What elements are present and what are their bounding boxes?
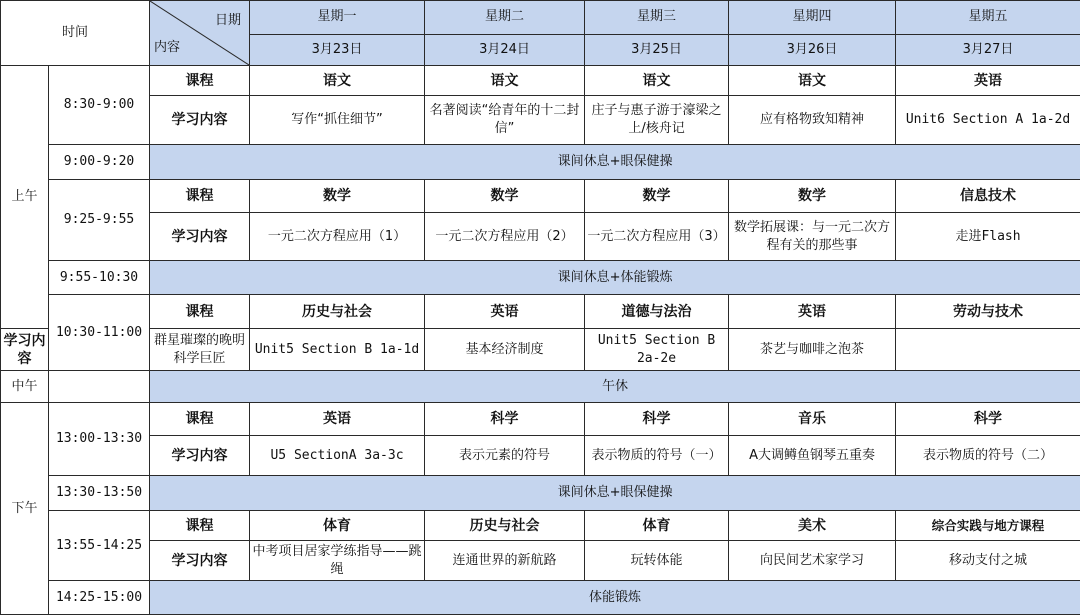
content-cell: 茶艺与咖啡之泡茶 <box>729 329 896 371</box>
diagonal-header-cell <box>150 1 250 66</box>
content-cell: A大调鳟鱼钢琴五重奏 <box>729 436 896 476</box>
course-row-label: 课程 <box>150 180 250 213</box>
content-row-label: 学习内容 <box>150 541 250 581</box>
course-cell: 语文 <box>585 66 729 96</box>
content-cell: 数学拓展课：与一元二次方程有关的那些事 <box>729 213 896 261</box>
course-cell: 数学 <box>729 180 896 213</box>
course-cell: 英语 <box>250 403 425 436</box>
content-cell: 走进Flash <box>896 213 1080 261</box>
course-row-label: 课程 <box>150 66 250 96</box>
content-cell: 向民间艺术家学习 <box>729 541 896 581</box>
course-cell: 英语 <box>896 66 1080 96</box>
course-cell: 数学 <box>250 180 425 213</box>
course-row-label: 课程 <box>150 511 250 541</box>
time-slot: 8:30-9:00 <box>49 66 150 145</box>
break-row: 体能锻炼 <box>150 581 1080 615</box>
content-cell: 中考项目居家学练指导——跳绳 <box>250 541 425 581</box>
time-slot: 13:30-13:50 <box>49 476 150 511</box>
date-label: 日期 <box>215 13 242 28</box>
content-cell: 连通世界的新航路 <box>425 541 585 581</box>
date-header: 3月26日 <box>729 34 896 65</box>
content-cell: Unit5 Section B 1a-1d <box>250 329 425 371</box>
date-header: 3月23日 <box>250 34 425 65</box>
course-cell: 语文 <box>250 66 425 96</box>
date-header: 3月25日 <box>585 34 729 65</box>
course-cell: 数学 <box>425 180 585 213</box>
content-cell: 表示物质的符号（二） <box>896 436 1080 476</box>
course-cell: 英语 <box>425 295 585 329</box>
course-cell: 道德与法治 <box>585 295 729 329</box>
course-cell: 科学 <box>896 403 1080 436</box>
content-row-label: 学习内容 <box>1 329 49 371</box>
content-cell: 庄子与惠子游于濠梁之上/核舟记 <box>585 96 729 145</box>
content-cell: Unit5 Section B 2a-2e <box>585 329 729 371</box>
time-slot: 10:30-11:00 <box>49 295 150 371</box>
course-cell: 音乐 <box>729 403 896 436</box>
course-row-label: 课程 <box>150 295 250 329</box>
content-row-label: 学习内容 <box>150 96 250 145</box>
course-cell: 语文 <box>729 66 896 96</box>
content-cell: 基本经济制度 <box>425 329 585 371</box>
content-cell: 移动支付之城 <box>896 541 1080 581</box>
course-cell: 数学 <box>585 180 729 213</box>
content-cell: 一元二次方程应用（3） <box>585 213 729 261</box>
time-slot: 13:00-13:30 <box>49 403 150 476</box>
weekday-header: 星期五 <box>896 1 1080 35</box>
course-cell: 历史与社会 <box>250 295 425 329</box>
course-row-label: 课程 <box>150 403 250 436</box>
weekday-header: 星期四 <box>729 1 896 35</box>
course-cell: 体育 <box>585 511 729 541</box>
content-cell: 一元二次方程应用（1） <box>250 213 425 261</box>
course-cell: 综合实践与地方课程 <box>896 511 1080 541</box>
time-slot: 9:00-9:20 <box>49 145 150 180</box>
content-cell: 玩转体能 <box>585 541 729 581</box>
break-row: 课间休息+眼保健操 <box>150 145 1080 180</box>
period-afternoon: 下午 <box>1 403 49 615</box>
course-cell: 劳动与技术 <box>896 295 1080 329</box>
content-cell: 群星璀璨的晚明科学巨匠 <box>150 329 250 371</box>
content-cell: 写作“抓住细节” <box>250 96 425 145</box>
content-cell: 名著阅读“给青年的十二封信” <box>425 96 585 145</box>
date-header: 3月24日 <box>425 34 585 65</box>
course-cell: 历史与社会 <box>425 511 585 541</box>
content-cell: 表示元素的符号 <box>425 436 585 476</box>
date-header: 3月27日 <box>896 34 1080 65</box>
weekday-header: 星期三 <box>585 1 729 35</box>
content-cell: 应有格物致知精神 <box>729 96 896 145</box>
content-cell: U5 SectionA 3a-3c <box>250 436 425 476</box>
break-row: 午休 <box>150 371 1080 403</box>
period-morning: 上午 <box>1 66 49 329</box>
period-noon: 中午 <box>1 371 49 403</box>
time-slot: 14:25-15:00 <box>49 581 150 615</box>
time-slot: 9:25-9:55 <box>49 180 150 261</box>
time-slot: 13:55-14:25 <box>49 511 150 581</box>
content-label: 内容 <box>154 40 181 55</box>
content-cell: 表示物质的符号（一） <box>585 436 729 476</box>
course-cell: 科学 <box>425 403 585 436</box>
content-row-label: 学习内容 <box>150 436 250 476</box>
time-slot: 9:55-10:30 <box>49 261 150 295</box>
course-cell: 体育 <box>250 511 425 541</box>
course-cell: 信息技术 <box>896 180 1080 213</box>
course-cell: 英语 <box>729 295 896 329</box>
weekday-header: 星期二 <box>425 1 585 35</box>
content-cell: 一元二次方程应用（2） <box>425 213 585 261</box>
weekday-header: 星期一 <box>250 1 425 35</box>
time-slot <box>49 371 150 403</box>
break-row: 课间休息+眼保健操 <box>150 476 1080 511</box>
course-cell: 美术 <box>729 511 896 541</box>
course-cell: 语文 <box>425 66 585 96</box>
course-cell: 科学 <box>585 403 729 436</box>
time-header: 时间 <box>1 1 150 66</box>
break-row: 课间休息+体能锻炼 <box>150 261 1080 295</box>
content-row-label: 学习内容 <box>150 213 250 261</box>
content-cell: Unit6 Section A 1a-2d <box>896 96 1080 145</box>
